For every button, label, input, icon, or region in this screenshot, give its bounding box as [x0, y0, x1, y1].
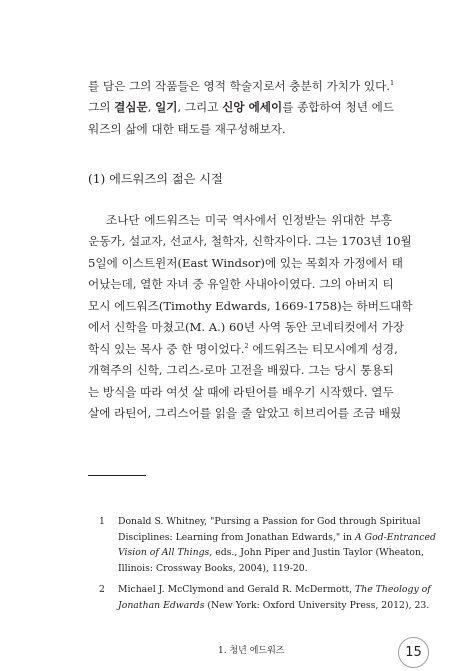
paragraph-line-2: 운동가, 설교자, 선교사, 철학자, 신학자이다. 그는 1703년 10월	[88, 234, 412, 248]
paragraph-line-4: 어났는데, 열한 자녀 중 유일한 사내아이였다. 그의 아버지 티	[88, 277, 394, 291]
footnote-divider	[88, 475, 146, 476]
paragraph-line-7: 학식 있는 목사 중 한 명이었다.$^2$ 에드워즈는 티모시에게 성경,	[88, 342, 398, 356]
intro-line-1: 를 담은 그의 작품들은 영적 학술지로서 충분히 가치가 있다.$^1$	[88, 79, 395, 93]
section-heading: (1) 에드워즈의 젊은 시절	[88, 172, 223, 186]
footnote-1: 1 Donald S. Whitney, "Pursing a Passion for God through Spiritual Disciplines: Learning from Jonathan Edwards," in A God-Entranced Vision of All Things, eds., John Piper and Justin Taylor (Wheaton, Illinois: Crossway Books, 2004), 119-20.	[99, 516, 436, 574]
page-number: 15	[398, 637, 429, 668]
paragraph-line-6: 에서 신학을 마쳤고(M. A.) 60년 사역 동안 코네티컷에서 가장	[88, 320, 405, 334]
paragraph-line-5: 모시 에드워즈(Timothy Edwards, 1669-1758)는 하버드대학	[88, 299, 413, 313]
keyword-essays: 신앙 에세이	[222, 100, 283, 114]
keyword-diary: 일기	[155, 100, 178, 114]
footnote-ref-1[interactable]: 1	[389, 79, 395, 88]
running-footer: 1. 청년 에드워즈	[218, 646, 285, 656]
footnote-ref-2[interactable]: 2	[244, 342, 249, 351]
keyword-resolutions: 결심문	[114, 100, 148, 114]
paragraph-line-10: 살에 라틴어, 그리스어를 읽을 줄 알았고 히브리어를 조금 배웠	[88, 406, 402, 420]
intro-line-3: 워즈의 삶에 대한 태도를 재구성해보자.	[88, 122, 286, 136]
paragraph-line-9: 는 방식을 따라 여섯 살 때에 라틴어를 배우기 시작했다. 열두	[88, 385, 394, 399]
paragraph-line-1: 조나단 에드워즈는 미국 역사에서 인정받는 위대한 부흥	[106, 213, 392, 227]
footnote-2-number: 2	[99, 584, 105, 595]
footnote-2: 2 Michael J. McClymond and Gerald R. McDermott, The Theology of Jonathan Edwards (New York: Oxford University Press, 2012), 23.	[99, 584, 431, 611]
intro-line-2: 그의 결심문, 일기, 그리고 신앙 에세이를 종합하여 청년 에드	[88, 100, 395, 114]
footnote-1-number: 1	[99, 516, 105, 527]
paragraph-line-8: 개혁주의 신학, 그리스-로마 고전을 배웠다. 그는 당시 통용되	[88, 363, 394, 377]
paragraph-line-3: 5일에 이스트윈저(East Windsor)에 있는 목회자 가정에서 태	[88, 256, 403, 270]
